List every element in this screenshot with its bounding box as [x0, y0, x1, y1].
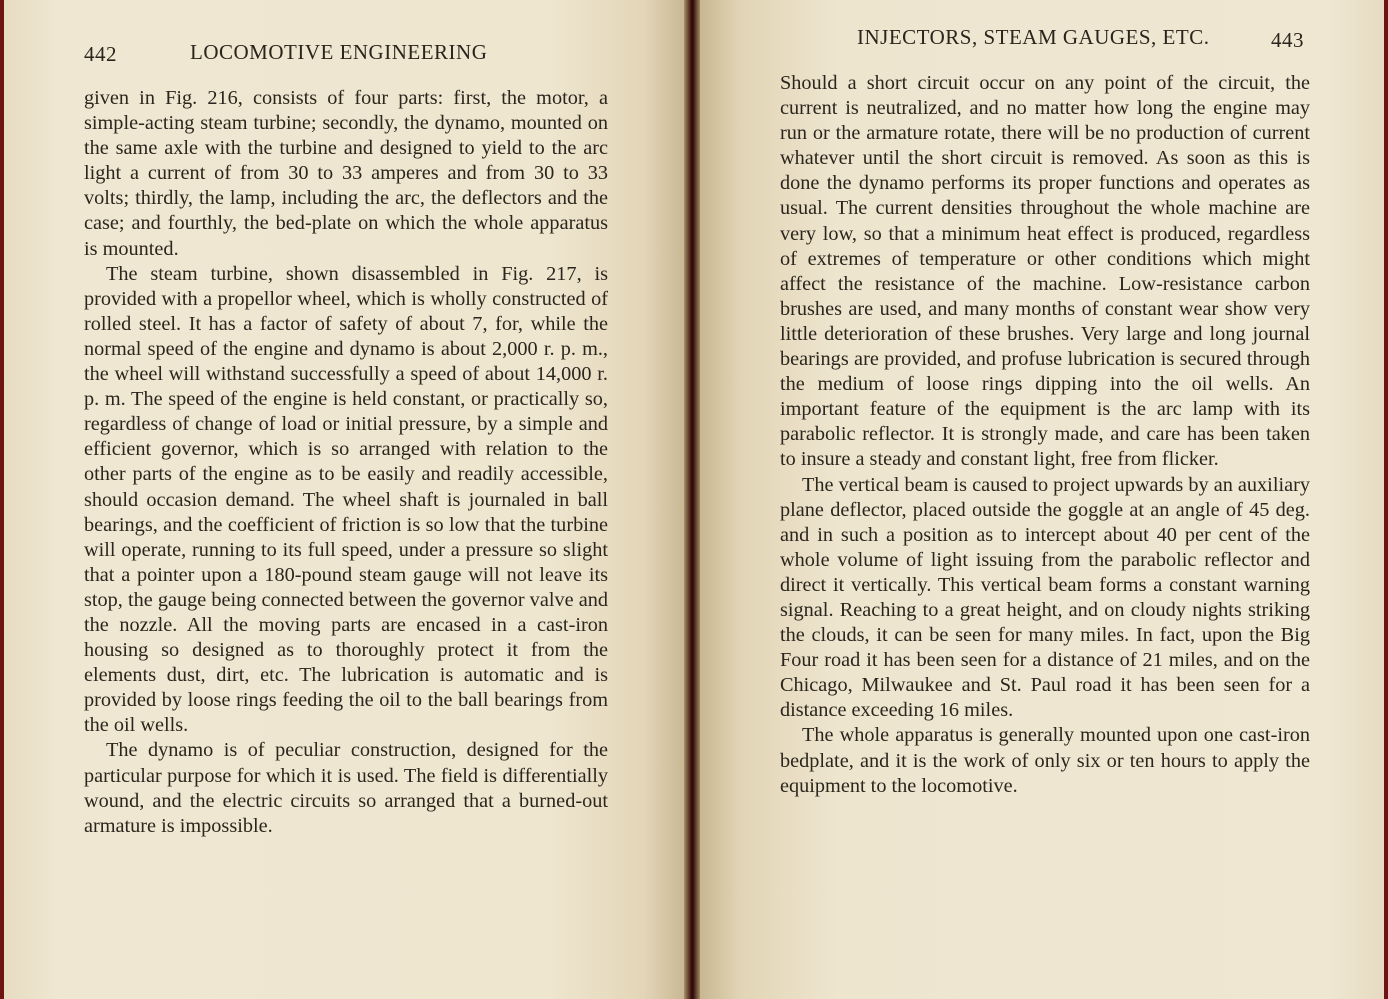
right-paragraph-3: The whole apparatus is generally mounted upon one cast-iron bedplate, and it is the work of only six or ten hours to apply the equipment to the locomotive.: [780, 724, 1310, 797]
left-paragraph-3: The dynamo is of peculiar construction, designed for the particular purpose for which it is used. The field is differentially wound, and the electric circuits so arranged that a burned-out armature is impossible.: [84, 739, 608, 837]
left-body-text: [84, 86, 608, 839]
left-running-head: LOCOMOTIVE ENGINEERING: [190, 40, 488, 64]
right-running-head: INJECTORS, STEAM GAUGES, ETC.: [857, 25, 1210, 49]
right-page: [700, 0, 1384, 999]
right-page-number: 443: [1271, 28, 1304, 52]
book-gutter: [684, 0, 700, 999]
right-paragraph-2: The vertical beam is caused to project upwards by an auxiliary plane deflector, placed outside the goggle at an angle of 45 deg. and in such a position as to intercept about 40 per cent of the whole volume of light issuing from the parabolic reflector and direct it vertically. This vertical beam forms a constant warning signal. Reaching to a great height, and on cloudy nights striking the clouds, it can be seen for many miles. In fact, upon the Big Four road it has been seen for a distance of 21 miles, and on the Chicago, Milwaukee and St. Paul road it has been seen for a distance exceeding 16 miles.: [780, 473, 1310, 722]
left-page: [4, 0, 684, 999]
right-body-text: [780, 71, 1310, 799]
right-paragraph-1: Should a short circuit occur on any point of the circuit, the current is neutralized, and no matter how long the engine may run or the armature rotate, there will be no production of current whatever until the short circuit is removed. As soon as this is done the dynamo performs its proper functions and operates as usual. The current densities throughout the whole machine are very low, so that a minimum heat effect is produced, regardless of extremes of temperature or other conditions which might affect the resistance of the machine. Low-resistance carbon brushes are used, and many months of constant wear show very little deterioration of these brushes. Very large and long journal bearings are provided, and profuse lubrication is secured through the medium of loose rings dipping into the oil wells. An important feature of the equipment is the arc lamp with its parabolic reflector. It is strongly made, and care has been taken to insure a steady and constant light, free from flicker.: [780, 72, 1310, 471]
left-paragraph-2: The steam turbine, shown disassembled in Fig. 217, is provided with a propellor wheel, which is wholly constructed of rolled steel. It has a factor of safety of about 7, for, while the normal speed of the engine and dynamo is about 2,000 r. p. m., the wheel will withstand successfully a speed of about 14,000 r. p. m. The speed of the engine is held constant, or practically so, regardless of change of load or initial pressure, by a simple and efficient governor, which is so arranged with relation to the other parts of the engine as to be easily and readily accessible, should occasion demand. The wheel shaft is journaled in ball bearings, and the coefficient of friction is so low that the turbine will operate, running to its full speed, under a pressure so slight that a pointer upon a 180-pound steam gauge will not leave its stop, the gauge being connected between the governor valve and the nozzle. All the moving parts are encased in a cast-iron housing so designed as to thoroughly protect it from the elements dust, dirt, etc. The lubrication is automatic and is provided by loose rings feeding the oil to the ball bearings from the oil wells.: [84, 262, 608, 737]
left-paragraph-1: given in Fig. 216, consists of four parts: first, the motor, a simple-acting steam turbine; secondly, the dynamo, mounted on the same axle with the turbine and designed to yield to the arc light a current of from 30 to 33 amperes and from 30 to 33 volts; thirdly, the lamp, including the arc, the deflectors and the case; and fourthly, the bed-plate on which the whole apparatus is mounted.: [84, 87, 608, 260]
left-page-number: 442: [84, 42, 117, 66]
